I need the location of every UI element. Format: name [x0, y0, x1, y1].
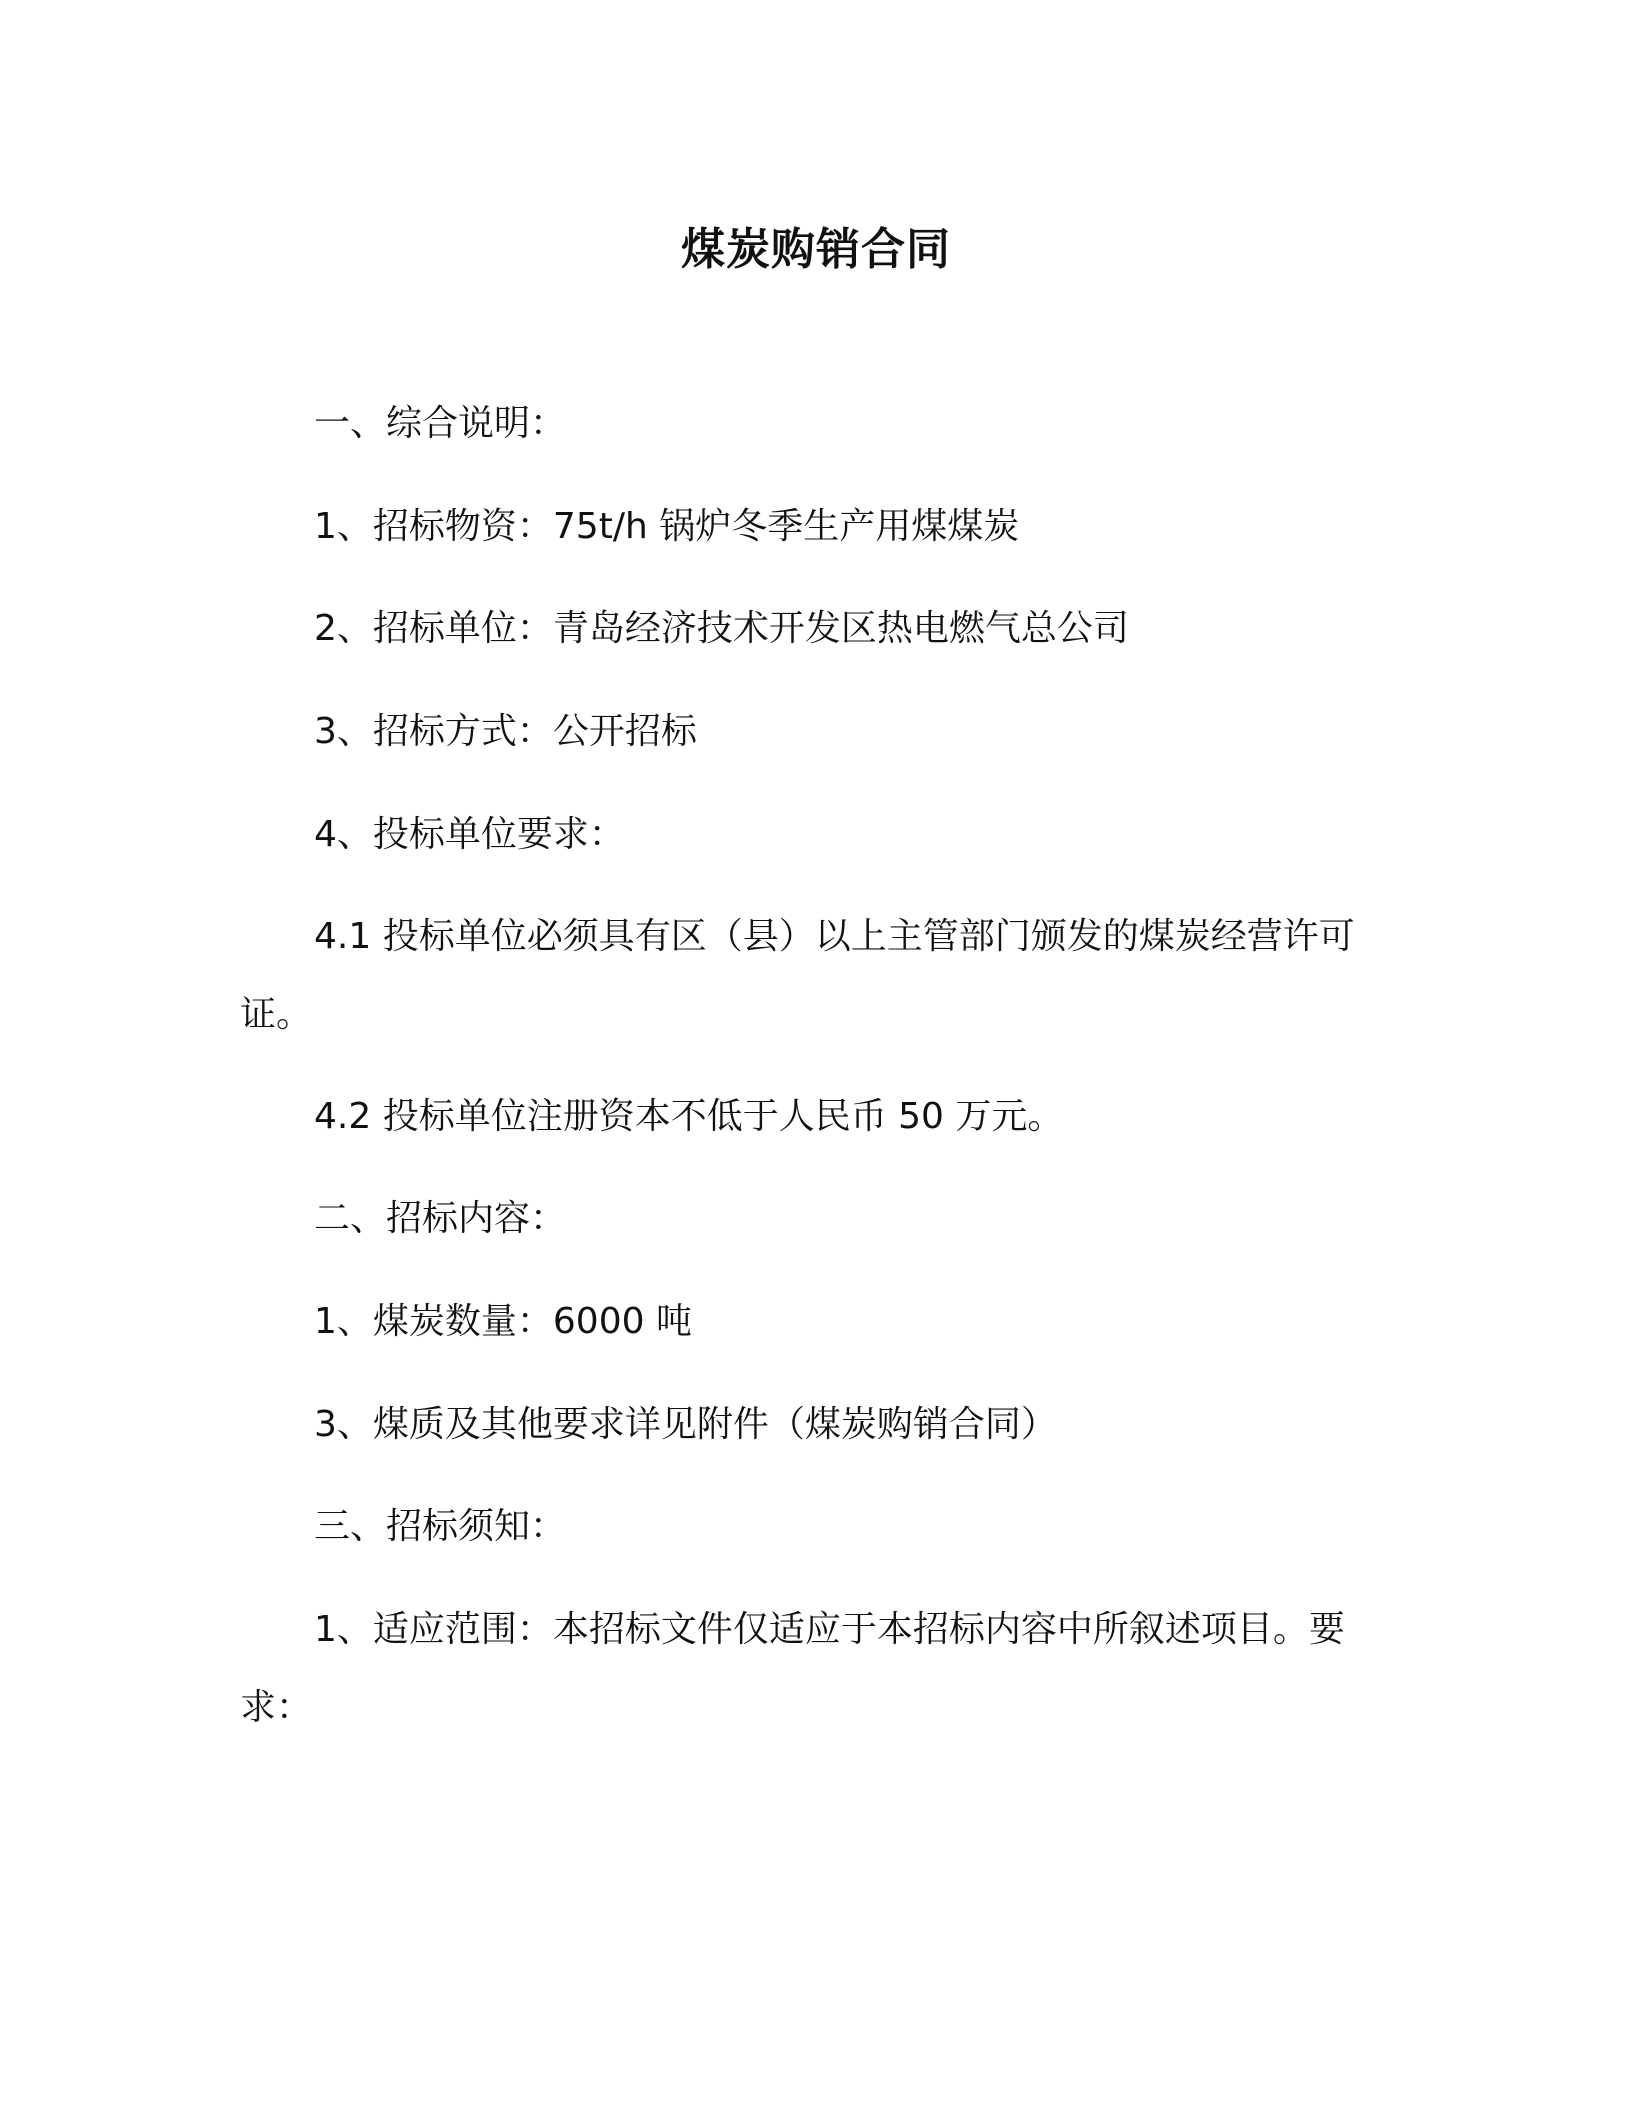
section-heading-notice: 三、招标须知： — [314, 1506, 567, 1547]
document-title: 煤炭购销合同 — [681, 224, 951, 275]
paragraph-item: 4.1 投标单位必须具有区（县）以上主管部门颁发的煤炭经营许可证。 — [240, 916, 1355, 1035]
section-heading-content: 二、招标内容： — [314, 1198, 567, 1239]
paragraph-item: 1、适应范围：本招标文件仅适应于本招标内容中所叙述项目。要求： — [240, 1609, 1345, 1728]
paragraph-item: 4.2 投标单位注册资本不低于人民币 50 万元。 — [314, 1096, 1064, 1137]
paragraph-item: 1、招标物资：75t/h 锅炉冬季生产用煤煤炭 — [314, 506, 1020, 547]
paragraph-item: 3、招标方式：公开招标 — [314, 711, 697, 752]
section-heading-general: 一、综合说明： — [314, 403, 567, 444]
paragraph-item: 4、投标单位要求： — [314, 814, 625, 855]
paragraph-item: 3、煤质及其他要求详见附件（煤炭购销合同） — [314, 1404, 1057, 1445]
paragraph-item: 2、招标单位：青岛经济技术开发区热电燃气总公司 — [314, 608, 1129, 649]
paragraph-item: 1、煤炭数量：6000 吨 — [314, 1301, 692, 1342]
